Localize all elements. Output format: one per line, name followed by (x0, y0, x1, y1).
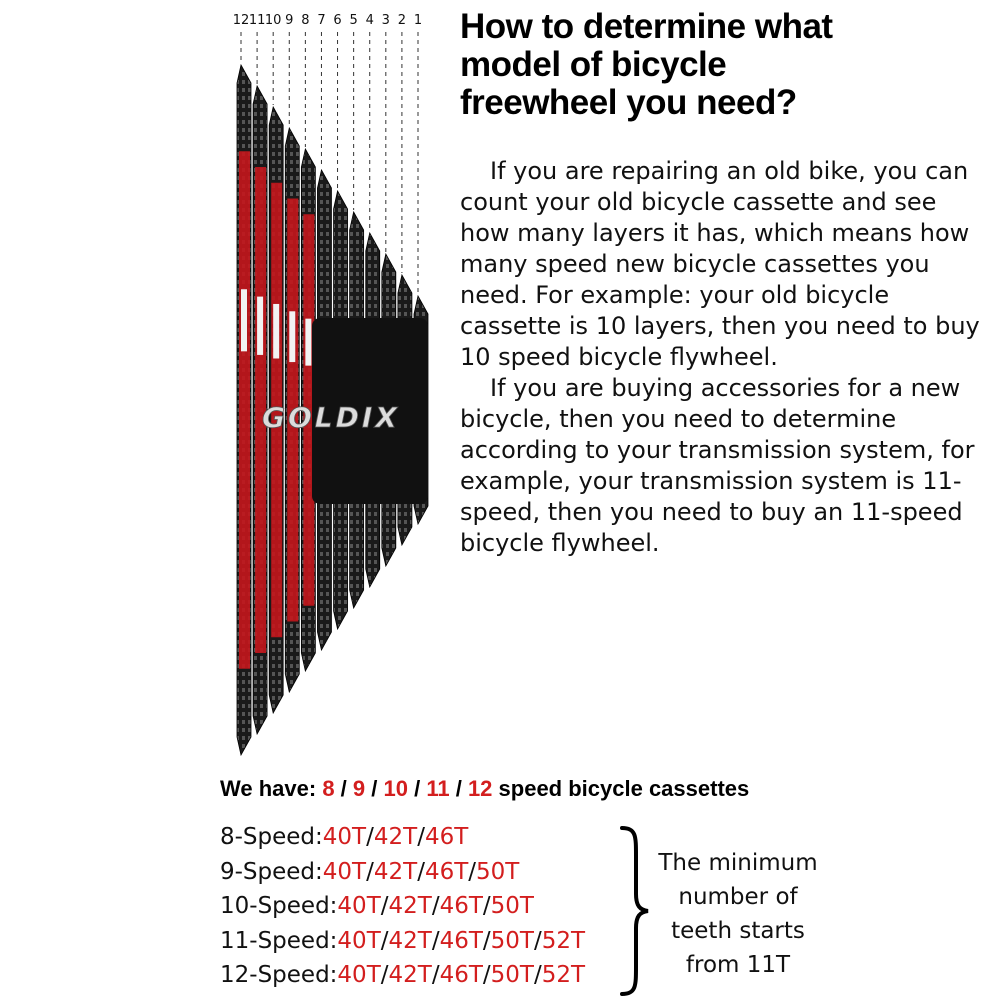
teeth-option: 40T (322, 858, 367, 885)
layer-label: 6 (333, 13, 342, 28)
cassette-illustration (200, 0, 440, 760)
speed-label: 12-Speed: (220, 962, 338, 988)
speed-value: 8 (322, 776, 335, 801)
sprocket-cutout (257, 297, 263, 355)
note-line-1: The minimum (658, 850, 818, 876)
speed-option-row (220, 889, 640, 924)
teeth-separator: / (482, 962, 491, 988)
page-title (460, 8, 980, 122)
teeth-option: 50T (490, 962, 534, 988)
layer-label: 12 (232, 13, 250, 28)
teeth-separator: / (431, 927, 440, 954)
teeth-option: 46T (439, 927, 483, 954)
paragraph-new-bike (460, 373, 980, 559)
title-line-2: model of bicycle (460, 45, 727, 84)
teeth-option: 42T (388, 962, 432, 988)
teeth-option: 42T (373, 858, 418, 885)
layer-label: 4 (365, 13, 374, 28)
available-speeds-line (220, 776, 980, 802)
note-line-2: number of (678, 884, 798, 910)
teeth-separator: / (417, 858, 425, 885)
speed-value: 10 (383, 776, 408, 801)
speed-separator: / (334, 776, 353, 801)
paragraph-new-bike-text: If you are buying accessories for a new bicycle, then you need to determine according to your transmission system, for example, your transmission system is 11-speed, then you need to buy an 11-speed bicycle flywheel. (460, 374, 975, 557)
teeth-option: 50T (490, 893, 534, 919)
explanation-text (460, 156, 980, 559)
layer-label: 2 (397, 13, 407, 28)
teeth-option: 40T (337, 962, 381, 988)
speed-option-row (220, 855, 640, 890)
teeth-option: 40T (322, 824, 367, 850)
teeth-separator: / (431, 893, 440, 919)
teeth-separator: / (468, 858, 477, 885)
layer-label: 5 (349, 13, 358, 28)
teeth-separator: / (380, 927, 389, 954)
speed-value: 11 (426, 776, 450, 801)
layer-number-labels (233, 13, 422, 28)
speed-values (322, 776, 492, 801)
teeth-separator: / (366, 858, 374, 885)
speed-value: 12 (467, 776, 493, 801)
sprocket-cutout (241, 289, 247, 351)
teeth-separator: / (482, 893, 491, 919)
teeth-option: 50T (476, 858, 520, 885)
sprocket-cutout (273, 304, 279, 359)
teeth-option: 52T (541, 962, 586, 988)
note-line-3: teeth starts (671, 918, 805, 944)
speed-separator: / (449, 776, 468, 801)
have-prefix: We have: (220, 776, 323, 801)
speed-label: 8-Speed: (220, 824, 323, 850)
teeth-separator: / (533, 927, 542, 954)
curly-brace-icon (618, 826, 652, 996)
speed-options-list (220, 820, 640, 993)
speed-label: 10-Speed: (220, 893, 338, 919)
speed-separator: / (407, 776, 427, 801)
teeth-option: 52T (541, 927, 586, 954)
layer-label: 10 (264, 13, 282, 28)
teeth-option: 46T (439, 893, 483, 919)
teeth-option: 42T (388, 927, 432, 954)
sprocket-spider-red (239, 151, 250, 669)
layer-label: 9 (285, 13, 294, 28)
teeth-separator: / (366, 824, 374, 850)
teeth-separator: / (380, 893, 389, 919)
teeth-option: 50T (490, 927, 534, 954)
sprocket-cutout (289, 311, 295, 362)
layer-label: 3 (381, 13, 390, 28)
speed-value: 9 (352, 776, 366, 801)
title-line-1: How to determine what (460, 7, 833, 46)
title-line-3: freewheel you need? (460, 83, 797, 122)
layer-label: 1 (413, 13, 423, 28)
teeth-separator: / (417, 824, 425, 850)
speed-option-row (220, 958, 640, 993)
speed-separator: / (365, 776, 384, 801)
paragraph-repairing (460, 156, 980, 373)
sprocket-cutout (305, 319, 311, 366)
teeth-separator: / (431, 962, 440, 988)
teeth-option: 42T (388, 893, 432, 919)
teeth-separator: / (482, 927, 491, 954)
have-suffix: speed bicycle cassettes (492, 776, 750, 801)
teeth-separator: / (533, 962, 542, 988)
note-line-4: from 11T (685, 952, 791, 978)
minimum-teeth-note (650, 846, 826, 982)
speed-label: 11-Speed: (220, 927, 338, 954)
speed-label: 9-Speed: (220, 858, 323, 885)
teeth-option: 46T (424, 858, 469, 885)
teeth-option: 40T (337, 927, 381, 954)
teeth-option: 46T (439, 962, 483, 988)
layer-label: 7 (317, 13, 326, 28)
teeth-option: 46T (424, 824, 469, 850)
teeth-separator: / (380, 962, 389, 988)
teeth-option: 40T (337, 893, 381, 919)
paragraph-repairing-text: If you are repairing an old bike, you can count your old bicycle cassette and see how many layers it has, which means how many speed new bicycle cassettes you need. For example: your old bicycle cassette is 10 layers, then you need to buy 10 speed bicycle flywheel. (460, 157, 980, 371)
layer-label: 8 (301, 13, 310, 28)
teeth-option: 42T (373, 824, 418, 850)
layer-label: 11 (248, 13, 266, 28)
speed-option-row (220, 924, 640, 959)
speed-option-row (220, 820, 640, 855)
brand-logo: GOLDIX (262, 401, 400, 434)
